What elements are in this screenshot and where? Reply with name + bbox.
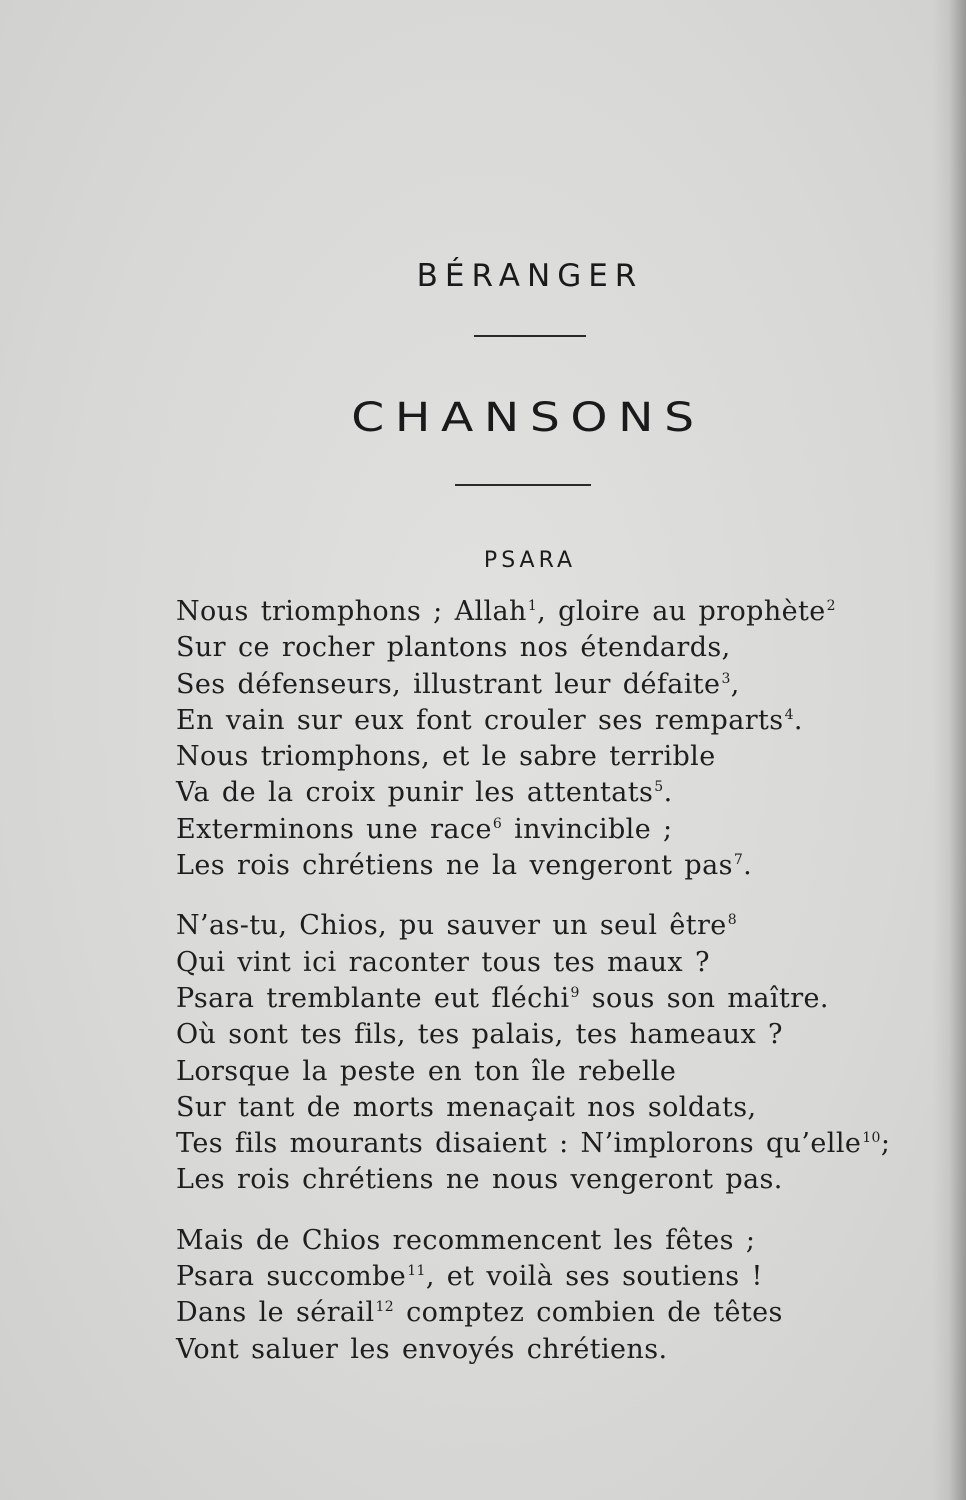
verse-line bbox=[176, 848, 876, 884]
verse-text: En vain sur eux font crouler ses remparts bbox=[176, 704, 784, 736]
footnote-marker: 8 bbox=[727, 912, 737, 929]
verse-text: Nous triomphons ; Allah bbox=[176, 596, 527, 627]
verse-text: Ses défenseurs, illustrant leur défaite bbox=[176, 668, 721, 700]
verse-text: Les rois chrétiens ne nous vengeront pas. bbox=[176, 1164, 783, 1196]
verse-text: Où sont tes fils, tes palais, tes hameaux ? bbox=[176, 1019, 783, 1051]
verse-text: Sur ce rocher plantons nos étendards, bbox=[176, 632, 731, 664]
verse-line bbox=[176, 1259, 876, 1295]
divider-rule bbox=[474, 335, 586, 337]
verse-text: invincible ; bbox=[502, 813, 673, 845]
divider-rule bbox=[455, 484, 591, 486]
verse-text: . bbox=[743, 850, 753, 882]
verse-line bbox=[176, 594, 876, 630]
verse-line bbox=[176, 945, 876, 981]
verse-line bbox=[176, 1223, 876, 1259]
stanza bbox=[176, 1223, 876, 1368]
verse-text: Vont saluer les envoyés chrétiens. bbox=[176, 1333, 668, 1365]
verse-text: Nous triomphons, et le sabre terrible bbox=[176, 741, 716, 773]
footnote-marker: 2 bbox=[826, 598, 836, 614]
verse-text: , gloire au prophète bbox=[537, 596, 826, 627]
verse-text: ; bbox=[880, 1128, 891, 1160]
verse-line bbox=[176, 1295, 876, 1331]
footnote-marker: 1 bbox=[527, 598, 538, 614]
verse-line bbox=[176, 1054, 876, 1090]
verse-line bbox=[176, 1090, 876, 1126]
footnote-marker: 10 bbox=[862, 1130, 881, 1147]
verse-line bbox=[176, 1017, 876, 1053]
page-edge-shadow bbox=[932, 0, 966, 1500]
verse-text: sous son maître. bbox=[579, 982, 829, 1014]
verse-text: Les rois chrétiens ne la vengeront pas bbox=[176, 850, 733, 882]
verse-text: . bbox=[663, 777, 673, 809]
verse-text: Tes fils mourants disaient : N’implorons qu’elle bbox=[176, 1128, 862, 1160]
poem-title: PSARA bbox=[483, 548, 577, 573]
stanza bbox=[176, 908, 891, 1198]
verse-text: Dans le sérail bbox=[176, 1297, 375, 1329]
stanza bbox=[176, 594, 876, 884]
verse-text: Va de la croix punir les attentats bbox=[176, 777, 654, 809]
verse-text: , et voilà ses soutiens ! bbox=[425, 1261, 763, 1293]
footnote-marker: 4 bbox=[784, 706, 794, 723]
verse-text: Lorsque la peste en ton île rebelle bbox=[176, 1055, 677, 1087]
footnote-marker: 11 bbox=[407, 1263, 426, 1280]
poem-body bbox=[176, 594, 891, 1392]
footnote-marker: 5 bbox=[654, 779, 664, 796]
verse-text: Sur tant de morts menaçait nos soldats, bbox=[176, 1091, 757, 1123]
work-title: CHANSONS bbox=[351, 395, 705, 441]
verse-text: Qui vint ici raconter tous tes maux ? bbox=[176, 946, 710, 978]
verse-text: , bbox=[730, 668, 740, 700]
verse-line bbox=[176, 908, 876, 944]
footnote-marker: 3 bbox=[721, 670, 731, 687]
verse-text: comptez combien de têtes bbox=[394, 1297, 783, 1329]
footnote-marker: 9 bbox=[570, 984, 580, 1001]
verse-line bbox=[176, 1332, 876, 1368]
verse-text: Mais de Chios recommencent les fêtes ; bbox=[176, 1224, 756, 1256]
verse-text: Exterminons une race bbox=[176, 813, 492, 845]
verse-line bbox=[176, 667, 876, 703]
footnote-marker: 6 bbox=[492, 815, 503, 832]
verse-line bbox=[176, 630, 876, 666]
verse-text: Psara succombe bbox=[176, 1261, 407, 1293]
verse-line bbox=[176, 1162, 876, 1198]
verse-line bbox=[176, 703, 876, 739]
verse-line bbox=[176, 812, 876, 848]
verse-line bbox=[176, 1126, 891, 1162]
footnote-marker: 12 bbox=[375, 1299, 395, 1316]
verse-text: . bbox=[793, 704, 803, 736]
verse-text: N’as-tu, Chios, pu sauver un seul être bbox=[176, 910, 727, 942]
verse-line bbox=[176, 739, 876, 775]
verse-text: Psara tremblante eut fléchi bbox=[176, 982, 570, 1014]
verse-line bbox=[176, 775, 876, 811]
author-heading: BÉRANGER bbox=[416, 258, 644, 294]
footnote-marker: 7 bbox=[733, 852, 744, 869]
verse-line bbox=[176, 981, 876, 1017]
